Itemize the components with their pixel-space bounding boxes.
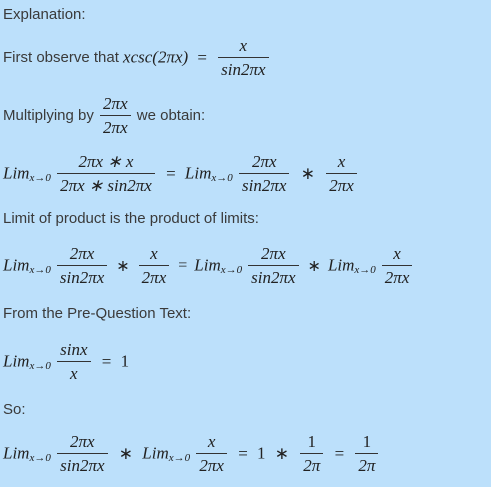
eq4-frac-2-num: x	[207, 432, 216, 451]
eq2-equals: =	[178, 256, 188, 274]
eq2-times-2: ∗	[307, 257, 321, 275]
eq2-frac-2	[139, 244, 170, 287]
eq1-frac-2-den: sin2πx	[239, 173, 289, 195]
eq1-equals: =	[166, 163, 176, 183]
eq1-frac-1	[57, 152, 155, 195]
eq1-frac-2-num: 2πx	[251, 152, 277, 171]
eq2-frac-2-den: 2πx	[139, 265, 170, 287]
observe-frac-num: x	[239, 36, 248, 55]
equation-2	[3, 244, 414, 287]
equation-4	[3, 432, 380, 475]
eq1-lim-2: Lim	[184, 163, 212, 183]
observe-line	[3, 36, 271, 79]
eq4-times: ∗	[118, 443, 134, 463]
multiply-line	[3, 94, 205, 137]
eq2-lim-3: Lim	[327, 255, 355, 275]
eq2-times: ∗	[116, 257, 130, 275]
eq4-frac-3	[300, 432, 323, 475]
eq1-lim-2-sub: x→0	[211, 171, 233, 184]
multiply-frac-den: 2πx	[100, 115, 131, 137]
eq4-frac-4-den: 2π	[355, 453, 378, 475]
eq4-lim-sub: x→0	[29, 451, 51, 464]
equation-1	[3, 152, 359, 195]
eq4-frac-3-num: 1	[307, 432, 317, 451]
eq1-lim: Lim	[3, 163, 30, 183]
observe-frac-den: sin2πx	[218, 57, 268, 79]
eq3-equals: =	[101, 351, 112, 371]
eq2-frac-3	[248, 244, 298, 287]
eq4-frac-1-num: 2πx	[70, 432, 95, 451]
product-limits-line: Limit of product is the product of limits:	[3, 210, 259, 227]
eq3-lim: Lim	[3, 351, 30, 371]
eq2-frac-1	[57, 244, 107, 287]
so-line: So:	[3, 401, 26, 418]
multiply-fraction	[100, 94, 131, 137]
eq1-lim-sub: x→0	[29, 171, 51, 184]
observe-lhs: xcsc(2πx)	[123, 47, 189, 67]
eq2-frac-4-num: x	[393, 244, 401, 263]
eq1-frac-1-den: 2πx ∗ sin2πx	[57, 173, 155, 195]
eq4-frac-3-den: 2π	[300, 453, 323, 475]
pre-question-line: From the Pre-Question Text:	[3, 305, 192, 322]
eq4-frac-1-den: sin2πx	[57, 453, 107, 475]
equation-3	[3, 340, 129, 383]
eq2-frac-2-num: x	[150, 244, 158, 263]
explanation-heading: Explanation:	[3, 6, 86, 23]
eq2-frac-4	[382, 244, 413, 287]
eq1-frac-3	[326, 152, 357, 195]
observe-eq: =	[197, 47, 207, 67]
eq2-lim: Lim	[3, 255, 30, 275]
eq2-frac-1-num: 2πx	[69, 244, 95, 263]
eq3-frac-den: x	[57, 361, 90, 383]
eq3-lim-sub: x→0	[29, 359, 51, 372]
observe-text: First observe that	[3, 49, 124, 66]
eq4-one: 1	[257, 443, 266, 463]
eq4-lim-2-sub: x→0	[168, 451, 191, 464]
eq2-frac-3-den: sin2πx	[248, 265, 298, 287]
eq4-lim: Lim	[3, 443, 30, 463]
eq1-frac-3-num: x	[337, 152, 346, 171]
eq4-equals: =	[238, 443, 248, 463]
eq2-frac-1-den: sin2πx	[57, 265, 107, 287]
eq4-lim-2: Lim	[142, 443, 169, 463]
multiply-frac-num: 2πx	[103, 94, 128, 113]
eq1-times: ∗	[300, 163, 315, 183]
eq4-frac-1	[57, 432, 107, 475]
observe-fraction	[218, 36, 268, 79]
eq4-frac-4-num: 1	[362, 432, 372, 451]
multiply-text-before: Multiplying by	[3, 107, 94, 124]
multiply-text-after: we obtain:	[136, 107, 206, 124]
eq1-frac-3-den: 2πx	[326, 173, 357, 195]
eq1-frac-1-num: 2πx ∗ x	[78, 152, 134, 171]
eq3-frac-num: sinx	[60, 340, 88, 359]
eq2-frac-4-den: 2πx	[382, 265, 413, 287]
eq3-frac	[57, 340, 90, 383]
eq4-frac-4	[355, 432, 378, 475]
eq4-times-2: ∗	[274, 443, 290, 463]
eq2-lim-2-sub: x→0	[220, 263, 243, 276]
eq2-frac-3-num: 2πx	[261, 244, 286, 263]
eq4-frac-2-den: 2πx	[196, 453, 227, 475]
eq2-lim-2: Lim	[194, 255, 221, 275]
eq2-lim-3-sub: x→0	[354, 263, 376, 276]
eq3-value: 1	[120, 351, 130, 371]
eq4-frac-2	[196, 432, 227, 475]
eq4-equals-2: =	[334, 443, 345, 463]
eq2-lim-sub: x→0	[29, 263, 51, 276]
eq1-frac-2	[239, 152, 289, 195]
